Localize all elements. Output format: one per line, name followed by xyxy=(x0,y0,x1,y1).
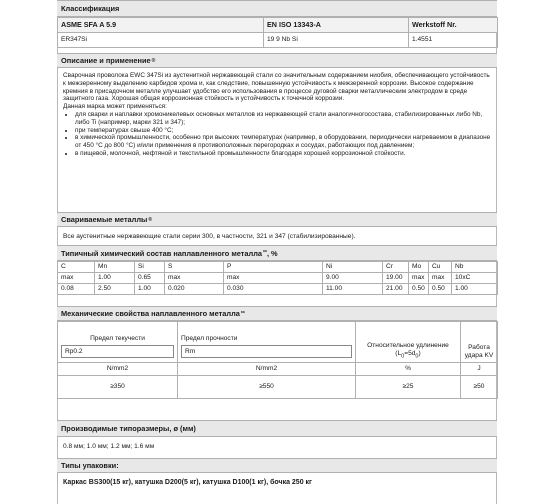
max-nb: 10xC xyxy=(452,273,498,284)
elongation-end: ) xyxy=(418,349,421,357)
list-item: • в химической промышленности, особенно при высоких температурах (например, в оборудовании, периодически нагреваемом в диапазоне от 450 °С до 800 °С) и/или применения в противоположных перегородках и сосудах, работающих под давлением; xyxy=(75,134,491,150)
value-yield: ≥350 xyxy=(58,376,178,399)
chemistry-marker: ** xyxy=(263,250,267,256)
element-nb: Nb xyxy=(452,262,498,273)
typ-mn: 2.50 xyxy=(95,284,135,295)
classification-title: Классификация xyxy=(61,4,120,13)
max-s: max xyxy=(165,273,224,284)
element-p: P xyxy=(224,262,323,273)
element-si: Si xyxy=(135,262,165,273)
usage-list xyxy=(63,111,491,158)
chemistry-table xyxy=(57,261,497,295)
unit-elongation: % xyxy=(356,363,461,376)
tensile-strength-label: Предел прочности xyxy=(181,335,238,342)
typ-c: 0.08 xyxy=(58,284,95,295)
chemistry-element-row xyxy=(58,262,498,273)
chemistry-max-row xyxy=(58,273,498,284)
mechanical-values-row xyxy=(58,376,498,399)
packaging-text: Каркас BS300(15 кг), катушка D200(5 кг), катушка D100(1 кг), бочка 250 кг xyxy=(63,478,312,486)
base-metals-marker: ® xyxy=(148,216,153,223)
element-mn: Mn xyxy=(95,262,135,273)
typ-s: 0.020 xyxy=(165,284,224,295)
max-mn: 1.00 xyxy=(95,273,135,284)
typ-cr: 21.00 xyxy=(383,284,409,295)
standard-werkstoff: Werkstoff Nr. xyxy=(409,18,498,33)
description-body xyxy=(57,68,497,212)
unit-tensile: N/mm2 xyxy=(178,363,356,376)
chemistry-header xyxy=(57,245,497,261)
element-ni: Ni xyxy=(323,262,383,273)
mechanical-header xyxy=(57,306,497,321)
yield-strength-cell xyxy=(58,322,178,363)
typ-ni: 11.00 xyxy=(323,284,383,295)
description-usage-intro: Данная марка может применяться: xyxy=(63,103,167,111)
mechanical-header-row xyxy=(58,322,498,363)
packaging-title: Типы упаковки: xyxy=(61,461,119,470)
chemistry-unit: , % xyxy=(266,248,278,258)
tensile-strength-box: Rm xyxy=(181,345,352,358)
max-cu: max xyxy=(429,273,452,284)
description-header xyxy=(57,53,497,68)
en-iso-value: 19 9 Nb Si xyxy=(264,33,409,48)
list-item: • при температурах свыше 400 °С; xyxy=(75,127,491,135)
typ-si: 1.00 xyxy=(135,284,165,295)
base-metals-text: Все аустенитные нержавеющие стали серии 300, в частности, 321 и 347 (стабилизированные). xyxy=(63,232,356,240)
mechanical-units-row xyxy=(58,363,498,376)
asme-value: ER347Si xyxy=(58,33,264,48)
element-mo: Mo xyxy=(409,262,429,273)
list-item: • для сварки и наплавки хромоникелевых основных металлов из нержавеющей стали аналогичногосостава, стабилизированных либо Nb, либо Ti (например, марки 321 и 347); xyxy=(75,111,491,127)
packaging-header xyxy=(57,458,497,473)
sizes-header xyxy=(57,420,497,437)
base-metals-header xyxy=(57,212,497,227)
element-cr: Cr xyxy=(383,262,409,273)
chemistry-typical-row xyxy=(58,284,498,295)
mechanical-table xyxy=(57,321,497,399)
impact-energy-label: Работа удара KV xyxy=(461,322,498,363)
mechanical-title: Механические свойства наплавленного металла xyxy=(61,309,240,318)
max-ni: 9.00 xyxy=(323,273,383,284)
typ-cu: 0.50 xyxy=(429,284,452,295)
elongation-mid: =5d xyxy=(404,349,416,357)
list-item: • в пищевой, молочной, нефтяной и текстильной промышленности благодаря хорошей коррозионной стойкости. xyxy=(75,150,491,158)
value-elongation: ≥25 xyxy=(356,376,461,399)
max-cr: 19.00 xyxy=(383,273,409,284)
typ-p: 0.030 xyxy=(224,284,323,295)
werkstoff-value: 1.4551 xyxy=(409,33,498,48)
standard-en-iso: EN ISO 13343-A xyxy=(264,18,409,33)
description-paragraph: Сварочная проволока EWC 347Si из аустенитной нержавеющей стали со значительным содержанием ниобия, обеспечивающего устойчивость к межзеренному выделению карбидов хрома и, как следствие, повышенную устойчивость к межзеренной коррозии. Высокое содержание кремния в присадочном металле улучшает удобство его использования в процессе дуговой сварки металлическим электродом в среде защитного газа. Хорошая общая коррозионная стойкость и устойчивость к точечной коррозии. xyxy=(63,72,490,103)
description-title: Описание и применение xyxy=(61,56,151,65)
yield-strength-box: Rp0.2 xyxy=(61,345,174,358)
chemistry-title: Типичный химический состав наплавленного металла xyxy=(61,248,263,258)
elongation-label xyxy=(356,322,461,363)
sizes-title: Производимые типоразмеры, ø (мм) xyxy=(61,424,196,433)
sizes-text: 0.8 мм; 1.0 мм; 1.2 мм; 1.6 мм xyxy=(63,443,155,450)
description-marker: ® xyxy=(151,57,156,64)
max-mo: max xyxy=(409,273,429,284)
classification-header-row xyxy=(58,18,498,33)
element-c: C xyxy=(58,262,95,273)
classification-value-row xyxy=(58,33,498,48)
unit-impact: J xyxy=(461,363,498,376)
base-metals-title: Свариваемые металлы xyxy=(61,215,148,224)
classification-header xyxy=(57,0,497,17)
value-tensile: ≥550 xyxy=(178,376,356,399)
unit-yield: N/mm2 xyxy=(58,363,178,376)
typ-nb: 1.00 xyxy=(452,284,498,295)
elongation-text: Относительное удлинение (L xyxy=(367,341,449,357)
yield-strength-label: Предел текучести xyxy=(90,335,145,342)
mechanical-marker: ** xyxy=(240,310,245,317)
max-si: 0.65 xyxy=(135,273,165,284)
elongation-sub-l: 0 xyxy=(401,353,405,359)
tensile-strength-cell xyxy=(178,322,356,363)
element-cu: Cu xyxy=(429,262,452,273)
standard-asme: ASME SFA A 5.9 xyxy=(58,18,264,33)
max-p: max xyxy=(224,273,323,284)
classification-table xyxy=(57,17,497,48)
value-impact: ≥50 xyxy=(461,376,498,399)
element-s: S xyxy=(165,262,224,273)
max-c: max xyxy=(58,273,95,284)
elongation-sub-d: 0 xyxy=(415,353,419,359)
typ-mo: 0.50 xyxy=(409,284,429,295)
